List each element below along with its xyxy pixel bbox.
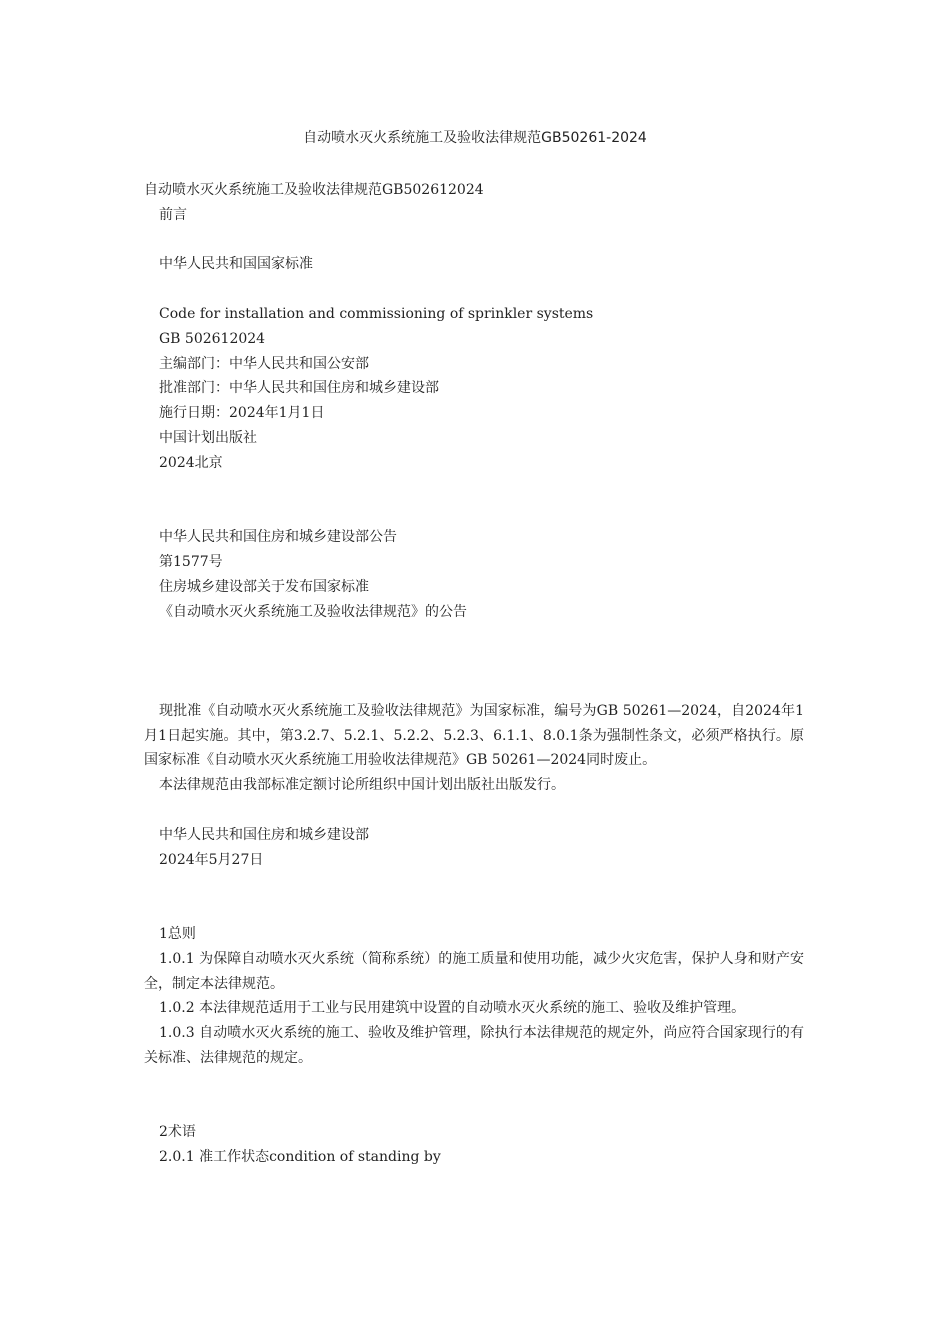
document-body [144,178,804,1170]
signature-date: 2024年5月27日 [159,851,264,868]
chapter-2-title: 2术语 [159,1124,196,1141]
approval-department: 批准部门：中华人民共和国住房和城乡建设部 [159,380,439,397]
announcement-org: 中华人民共和国住房和城乡建设部公告 [159,529,397,546]
clause-1-0-3: 1.0.3 自动喷水灭火系统的施工、验收及维护管理，除执行本法律规范的规定外，尚应符合国家现行的有关标准、法律规范的规定。 [144,1025,804,1066]
national-standard-label: 中华人民共和国国家标准 [159,256,313,273]
effective-date: 施行日期：2024年1月1日 [159,405,325,422]
english-title: Code for installation and commissioning of sprinkler systems [159,305,594,322]
announcement-number: 第1577号 [159,553,223,570]
clause-1-0-1: 1.0.1 为保障自动喷水灭火系统（简称系统）的施工质量和使用功能，减少火灾危害，保护人身和财产安全，制定本法律规范。 [144,950,804,992]
chapter-1-title: 1总则 [159,925,196,942]
heading-line: 自动喷水灭火系统施工及验收法律规范GB502612024 [144,182,484,198]
announcement-paragraph-2: 本法律规范由我部标准定额讨论所组织中国计划出版社出版发行。 [159,777,565,794]
signature-org: 中华人民共和国住房和城乡建设部 [159,826,369,843]
standard-code: GB 502612024 [159,330,266,347]
preface-label: 前言 [159,206,187,223]
publisher: 中国计划出版社 [159,429,257,446]
document-title: 自动喷水灭火系统施工及验收法律规范GB50261-2024 [303,130,647,146]
announcement-paragraph-1: 现批准《自动喷水灭火系统施工及验收法律规范》为国家标准，编号为GB 50261—2024，自2024年1月1日起实施。其中，第3.2.7、5.2.1、5.2.2、5.2.3、6.1.1、8.0.1条为强制性条文，必须严格执行。原国家标准《自动喷水灭火系统施工用验收法律规范》GB 50261—2024同时废止。 [144,702,804,769]
announcement-title-1: 住房城乡建设部关于发布国家标准 [159,578,369,595]
announcement-title-2: 《自动喷水灭火系统施工及验收法律规范》的公告 [159,603,467,620]
clause-1-0-2: 1.0.2 本法律规范适用于工业与民用建筑中设置的自动喷水灭火系统的施工、验收及维护管理。 [159,1000,746,1017]
place-year: 2024北京 [159,454,223,471]
clause-2-0-1: 2.0.1 准工作状态condition of standing by [159,1149,441,1166]
chief-department: 主编部门：中华人民共和国公安部 [159,355,369,372]
